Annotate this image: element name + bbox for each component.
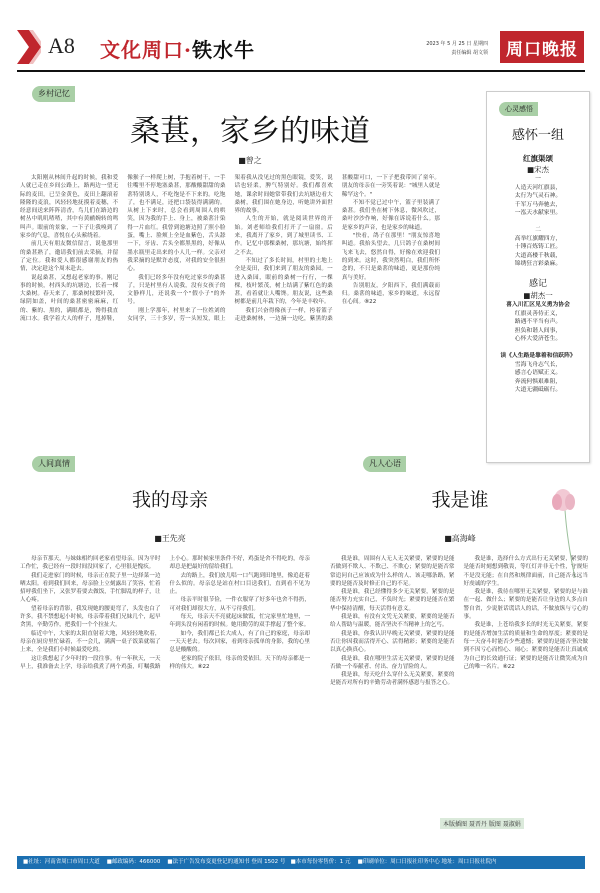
right-title: 我是谁 <box>431 489 489 511</box>
paragraph: 我是谁，上苍给我多长的时光无关紧要，紧要的是能否增加生活的质量和生命的厚度；紧要的是每一天奋斗时能否少些遗憾；紧要的是能否坚决做到不因亏心而惶心、闹心；紧要的是能否让真诚成为自己的长效通行证；紧要的是能否让微笑成为自己的唯一名片。⑧22 <box>463 622 588 670</box>
issue-info <box>408 40 488 58</box>
paragraph: 望着母亲的背影，我发现她的腰更弯了，头发也白了许多。我不禁想起小时候，母亲带着我们兄妹几个，起早贪黑，辛勤劳作，把我们一个个拉扯大。 <box>20 605 161 629</box>
paragraph: 我是谁，周围有人无人无关紧要，紧要的是能否做到不欺人、不欺己、不欺心；紧要的是能否常常追问自己应该成为什么样的人、该走哪条路，紧要的是能否及时修正自己的不足。 <box>330 556 455 587</box>
paragraph: 我是谁，我待在哪里无关紧要，紧要的是与谁在一起、做什么；紧要的是能否让身边的人多点自警自省，少说脏话谎话人的话，不做放纵与亏心的事。 <box>463 589 588 621</box>
chevron-logo-icon <box>17 30 41 64</box>
main-body <box>20 174 440 442</box>
poem-subtitle: 喜入川汇区见义勇为协会 <box>506 301 570 308</box>
left-author: ■王先亮 <box>154 534 186 543</box>
page-credits: 本版插图 聂晋丹 版图 聂淑娟 <box>440 818 524 829</box>
poem-line: 大道高楼千秋载， <box>514 252 562 259</box>
poem-title: 红旗渠颂 <box>523 154 553 163</box>
poem-title: 感记 <box>528 278 547 289</box>
poem-author: ■胡杰一 <box>523 290 553 300</box>
paragraph: 去的路上，我们放儿唱一口气跑到田地里，像追赶着什么似的。母亲总是站在村口目送我们，直到看不见为止。 <box>169 572 310 596</box>
footer-price: ■本市每份零售价：1 元 <box>290 859 351 865</box>
paragraph: 我们兴奋得像孩子一样，挎着篮子走进桑树林，一边摘一边吃，紫黑的桑葚酸甜可口，一下子把我带回了童年。朋友的母亲在一旁笑着说："城里人就是稀罕这个。" <box>234 175 440 323</box>
paragraph: 说起桑葚，又想起老家的事。刚记事的时候，村西头的坑塘边，长着一棵大桑树。春天来了，那桑树枝繁叶茂，绿阴如盖，叶间的桑葚密密麻麻，红的、紫的、黑的，满眼都是，馋得我直流口水。我学着大人的样子，甩掉鞋，像猴子一样爬上树，手抱着树干，一手往嘴里不停地塞桑葚，那酸酸甜甜的桑葚特别诱人，不吃饱是不下来的。吃饱了，也不满足，还把口袋装得满满的。从树上下来时，总会看到周围人的哄笑，因为我的手上、身上，被桑葚汁染得一片血红。我曾到池塘边照了照小脸蛋，嘴上、脸颊上全是血紫色，舌头舔一下，牙齿、舌头全都黑黑的，好像从墨水瓶里走出来的小人儿一样。父亲对我采摘的是默许态度，对我的安全很担心。 <box>20 175 226 323</box>
main-title: 桑葚，家乡的味道 <box>130 114 370 149</box>
paragraph: 临近中午，大家的太阳直射着大地，风轻轻地吹着，母亲在厨房里忙碌着，不一会儿，满满一桌子饭菜就端了上来，全是我们小时候最爱吃的。 <box>20 630 161 654</box>
poem-line: 担负和谐人间事， <box>514 327 562 334</box>
poem-line: 十锤百炼铸工匠。 <box>514 244 562 251</box>
paragraph: 我是谁，选择什么方式出行无关紧要，紧要的是能否时刻想到敬畏，等红灯并非无个性，守规矩不是没无能；在自然和规律面前，自己能否永远当好虔诚的学生。 <box>463 556 588 587</box>
sidebar-poems <box>486 91 590 463</box>
stanza-number: 一 <box>535 176 541 182</box>
poem-title: 读《人生路是靠着和信跃阵》 <box>500 352 576 359</box>
section-name: 铁水牛 <box>191 38 255 62</box>
paragraph: 前几天有朋友微信留言，说他那里的桑葚熟了，邀请我们前去采摘，并留了定位。我和爱人都很感谢朋友的热情，决定趁这个周末赴去。 <box>20 241 119 273</box>
right-tag: 凡人心语 <box>363 456 406 472</box>
poem-line: 红旗灵善侍正义， <box>514 310 562 317</box>
poem-line: 高举红旗耀四方， <box>514 235 562 242</box>
poem-1 <box>487 153 589 269</box>
poem-line: 大道无疆砥砺行。 <box>514 387 562 394</box>
paragraph: 我们已经多年没有吃过家乡的桑葚了，只是村里有人说我，没有女孩子的文静样儿，还说我一个"假小子"的外号。 <box>127 274 226 306</box>
poem-line: 心怀大爱济苍生。 <box>514 336 562 343</box>
newspaper-logo: 周口晚报 <box>500 31 584 63</box>
paragraph: 我是谁，我已经懂得多少无关紧要，紧要的是能否努力充实自己，不负时光；紧要的是能否在繁华中保持清醒，每天活得有意义。 <box>330 589 455 612</box>
paragraph: "快看，鸽子在那里！"朋友惊喜地叫道。我抬头望去，几只鸽子在桑树间飞来飞去，悠然自得，好像在欢迎我们的到来。这时，我突然明白，我们所怀念的，不只是桑葚的味道，更是那份纯真与美好。 <box>341 233 440 281</box>
paragraph: 如今，我们都已长大成人，有了自己的家庭，母亲却一天天老去。每次回家，看到母亲孤单的身影，我的心里总是酸酸的。 <box>169 630 310 654</box>
paragraph: 我是谁，每天吃什么穿什么无关紧要，紧要的是能否对所有的辛勤劳动者满怀感恩与报答之心。 <box>330 672 455 687</box>
paragraph: 每天，母亲天不亮就起床做饭，忙完家里忙地里，一年到头没有闲着的时候。她用勤劳的双手撑起了整个家。 <box>169 614 310 629</box>
poem-author: ■宋杰 <box>526 165 550 174</box>
poem-3 <box>487 352 589 395</box>
paragraph: 我们走进家门的时候，母亲正在院子里一边择菜一边晒太阳。看到我们回来，母亲脸上立刻露出了笑容，忙着招呼我们坐下，又张罗着要去做饭，手忙脚乱的样子，让人心疼。 <box>20 572 161 604</box>
poem-line: 人造天河红旗县， <box>514 184 562 191</box>
paragraph: 这让我想起了少年时的一段往事。有一年秋天，一天早上，我准备去上学，母亲给我煮了两个鸡蛋，叮嘱我路上小心。那时候家里条件不好，鸡蛋是舍不得吃的，母亲却总是把最好的留给我们。 <box>20 556 310 670</box>
editor: 责任编辑 胡文领 <box>451 50 488 56</box>
left-title: 我的母亲 <box>131 489 208 511</box>
footer-license: ■法于广告发布变更登记的通知书 登周 1502 号 <box>167 859 286 865</box>
paragraph: 我是谁，你我认识早晚无关紧要，紧要的是能否让你因我而活得开心、活得精彩；紧要的是能否以真心换真心。 <box>330 630 455 654</box>
paragraph: 人生的开始，就是阅读世界的开始。刘老师给我们打开了一扇窗。后来，我离开了家乡，到了城里读书、工作。记忆中那棵桑树，那坑塘，始终挥之不去。 <box>234 216 333 256</box>
paragraph: 不知过了多长时间，村里的土地上全是麦田，我们来到了朋友的桑园。一进入桑园，眼前的桑树一行行，一棵棵，枝叶繁茂，树上结满了紫红色的桑葚，看着就让人嘴馋。朋友说，这些桑树都是前几年栽下的，今年是丰收年。 <box>234 257 333 306</box>
right-author: ■高海峰 <box>444 534 476 543</box>
paragraph: 母亲节那天，与妹妹相约回老家看望母亲。因为平时工作忙，我已经有一段时间没回家了，心里很是愧疚。 <box>20 556 161 571</box>
poem-line: 奔流何惧艰难阻， <box>514 378 562 385</box>
main-author: ■曾之 <box>238 156 262 165</box>
paragraph: 老家的院子依旧，母亲的爱依旧。天下的母亲都是一样的伟大。⑧22 <box>169 655 310 670</box>
section-title <box>100 34 255 63</box>
poem-line: 千军万马奔驰去， <box>514 201 562 208</box>
poem-line: 太行为气灵石神。 <box>514 193 562 200</box>
poem-2 <box>487 279 589 344</box>
issue-date: 2023 年 5 月 25 日 星期四 <box>426 41 488 47</box>
poem-line: 锦绣狂言彩桑麻。 <box>514 261 562 268</box>
paragraph: 母亲平时很节俭，一件衣服穿了好多年也舍不得扔，可对我们却很大方，从不亏待我们。 <box>169 597 310 612</box>
paragraph: 不知不觉已过中午，篮子里装满了桑葚。我们坐在树下休息，微风吹过，桑叶沙沙作响，好像在诉说着什么。那是家乡的声音，也是家乡的味道。 <box>341 199 440 231</box>
paragraph: 告别朋友，夕阳西下，我们满载而归。桑葚的味道，家乡的味道，永远留在心间。⑧22 <box>341 282 440 306</box>
paragraph: 太阳刚从林间升起的时候，我和爱人就已走在乡间公路上，路两边一望无际的麦田，已呈金黄色，麦田上翻滚着隆隆的麦浪，风轻轻地抚摸着麦穗，不经意间送来阵阵清香，鸟儿们在路边的树丛中叽叽喳喳，其中有黄鹂婉转的鸣叫声。眼前的景象，一下子让我嗅到了家乡的气息，喜悦在心头萦绕着。 <box>20 175 119 240</box>
header-rule <box>17 70 585 72</box>
page-number: A8 <box>48 33 75 58</box>
main-tag: 乡村记忆 <box>32 86 75 102</box>
poem-line: 路遇不平当有声。 <box>514 319 562 326</box>
right-body <box>330 555 588 815</box>
paragraph: 刚上学那年，村里来了一位姓刘的女同学，三十多岁，劳一头短发，眼上架着我从没见过的黑色眼镜，爱笑，说话也轻柔，脾气特别好。我们都喜欢她，课余时间她常带我们去坑塘边看大桑树，我们围在她身边，听她讲外面世界的故事。 <box>127 175 333 323</box>
footer-printer: ■印刷单位：周口日报社印务中心 地址：周口日报社院内 <box>357 859 497 865</box>
section-label: 文化周口· <box>100 38 192 62</box>
footer-address: ■社址：河南省周口市周口大道 <box>23 859 100 865</box>
sidebar-tag: 心灵感悟 <box>499 102 538 116</box>
stanza-number: 二 <box>535 226 541 233</box>
left-tag: 人间真情 <box>32 456 75 472</box>
poem-line: 一泓天水献家里。 <box>514 210 562 217</box>
poem-line: 感言心语赋正义。 <box>514 370 562 377</box>
paragraph: 我是谁，我在哪里生活无关紧要，紧要的是能否做一个奉献者、付出、奋力冒险的人。 <box>330 655 455 670</box>
sidebar-title: 感怀一组 <box>511 128 564 143</box>
paragraph: 我是谁，有没有文凭无关紧要，紧要的是能否给人帮助与温暖，能否坚决不当精神上的乞丐。 <box>330 614 455 629</box>
footer-postcode: ■邮政编码：466000 <box>106 859 161 865</box>
footer-bar <box>17 856 585 869</box>
poem-line: 雪海飞舟志气长， <box>514 361 562 368</box>
left-body <box>20 555 310 845</box>
